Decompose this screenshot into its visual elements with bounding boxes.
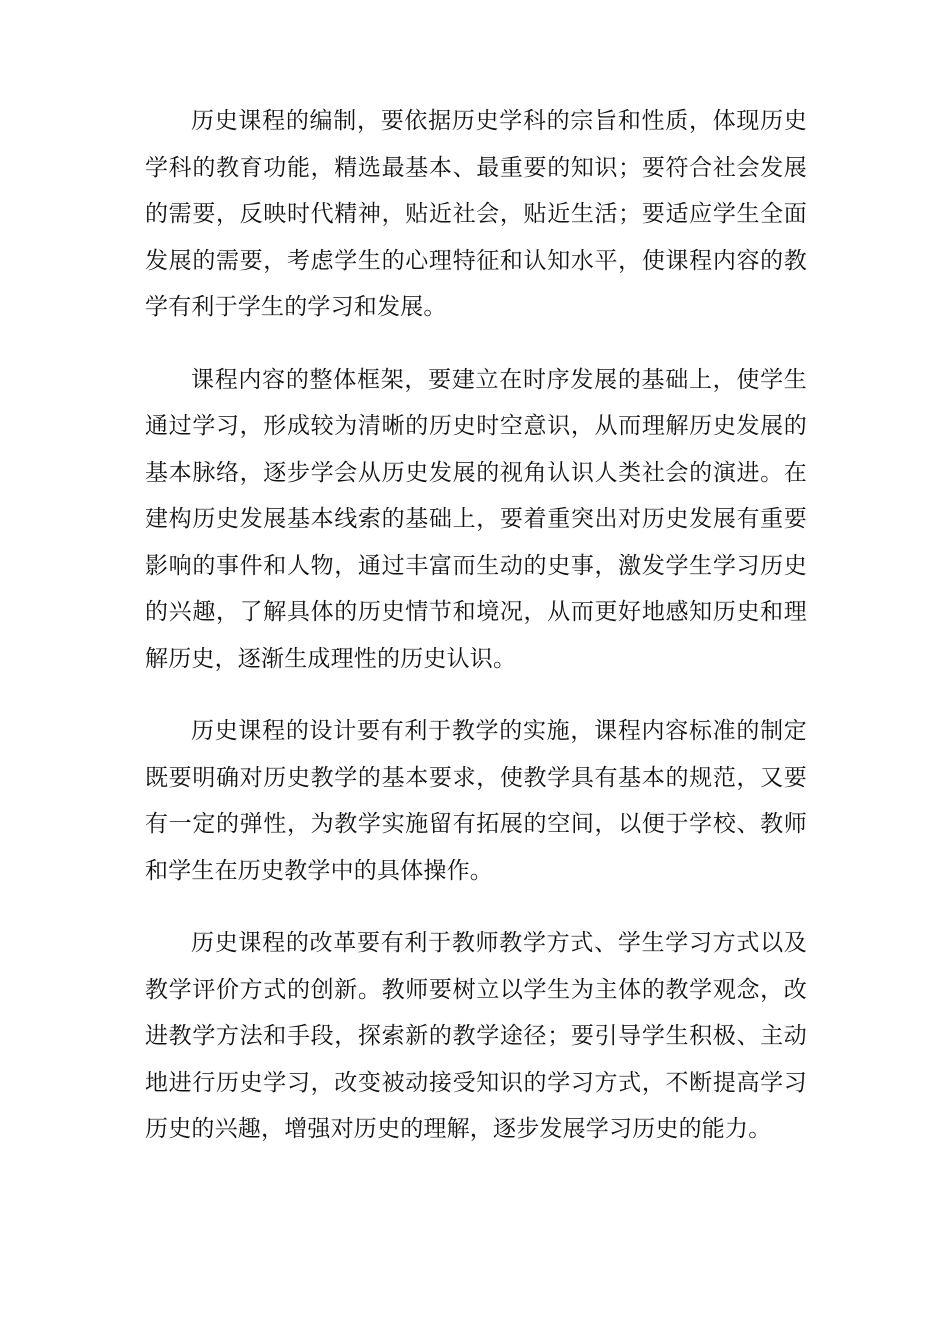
paragraph-curriculum-reform: 历史课程的改革要有利于教师教学方式、学生学习方式以及教学评价方式的创新。教师要树立以学生为主体的教学观念，改进教学方法和手段，探索新的教学途径；要引导学生积极、主动地进行历史学习，改变被动接受知识的学习方式，不断提高学习历史的兴趣，增强对历史的理解，逐步发展学习历史的能力。	[145, 930, 807, 1142]
paragraph-curriculum-design: 历史课程的设计要有利于教学的实施，课程内容标准的制定既要明确对历史教学的基本要求，使教学具有基本的规范，又要有一定的弹性，为教学实施留有拓展的空间，以便于学校、教师和学生在历史教学中的具体操作。	[145, 718, 807, 884]
paragraph-curriculum-compilation: 历史课程的编制，要依据历史学科的宗旨和性质，体现历史学科的教育功能，精选最基本、最重要的知识；要符合社会发展的需要，反映时代精神，贴近社会，贴近生活；要适应学生全面发展的需要，考虑学生的心理特征和认知水平，使课程内容的教学有利于学生的学习和发展。	[145, 108, 807, 320]
paragraph-content-framework: 课程内容的整体框架，要建立在时序发展的基础上，使学生通过学习，形成较为清晰的历史时空意识，从而理解历史发展的基本脉络，逐步学会从历史发展的视角认识人类社会的演进。在建构历史发展基本线索的基础上，要着重突出对历史发展有重要影响的事件和人物，通过丰富而生动的史事，激发学生学习历史的兴趣，了解具体的历史情节和境况，从而更好地感知历史和理解历史，逐渐生成理性的历史认识。	[145, 366, 807, 672]
document-body	[145, 98, 807, 1179]
